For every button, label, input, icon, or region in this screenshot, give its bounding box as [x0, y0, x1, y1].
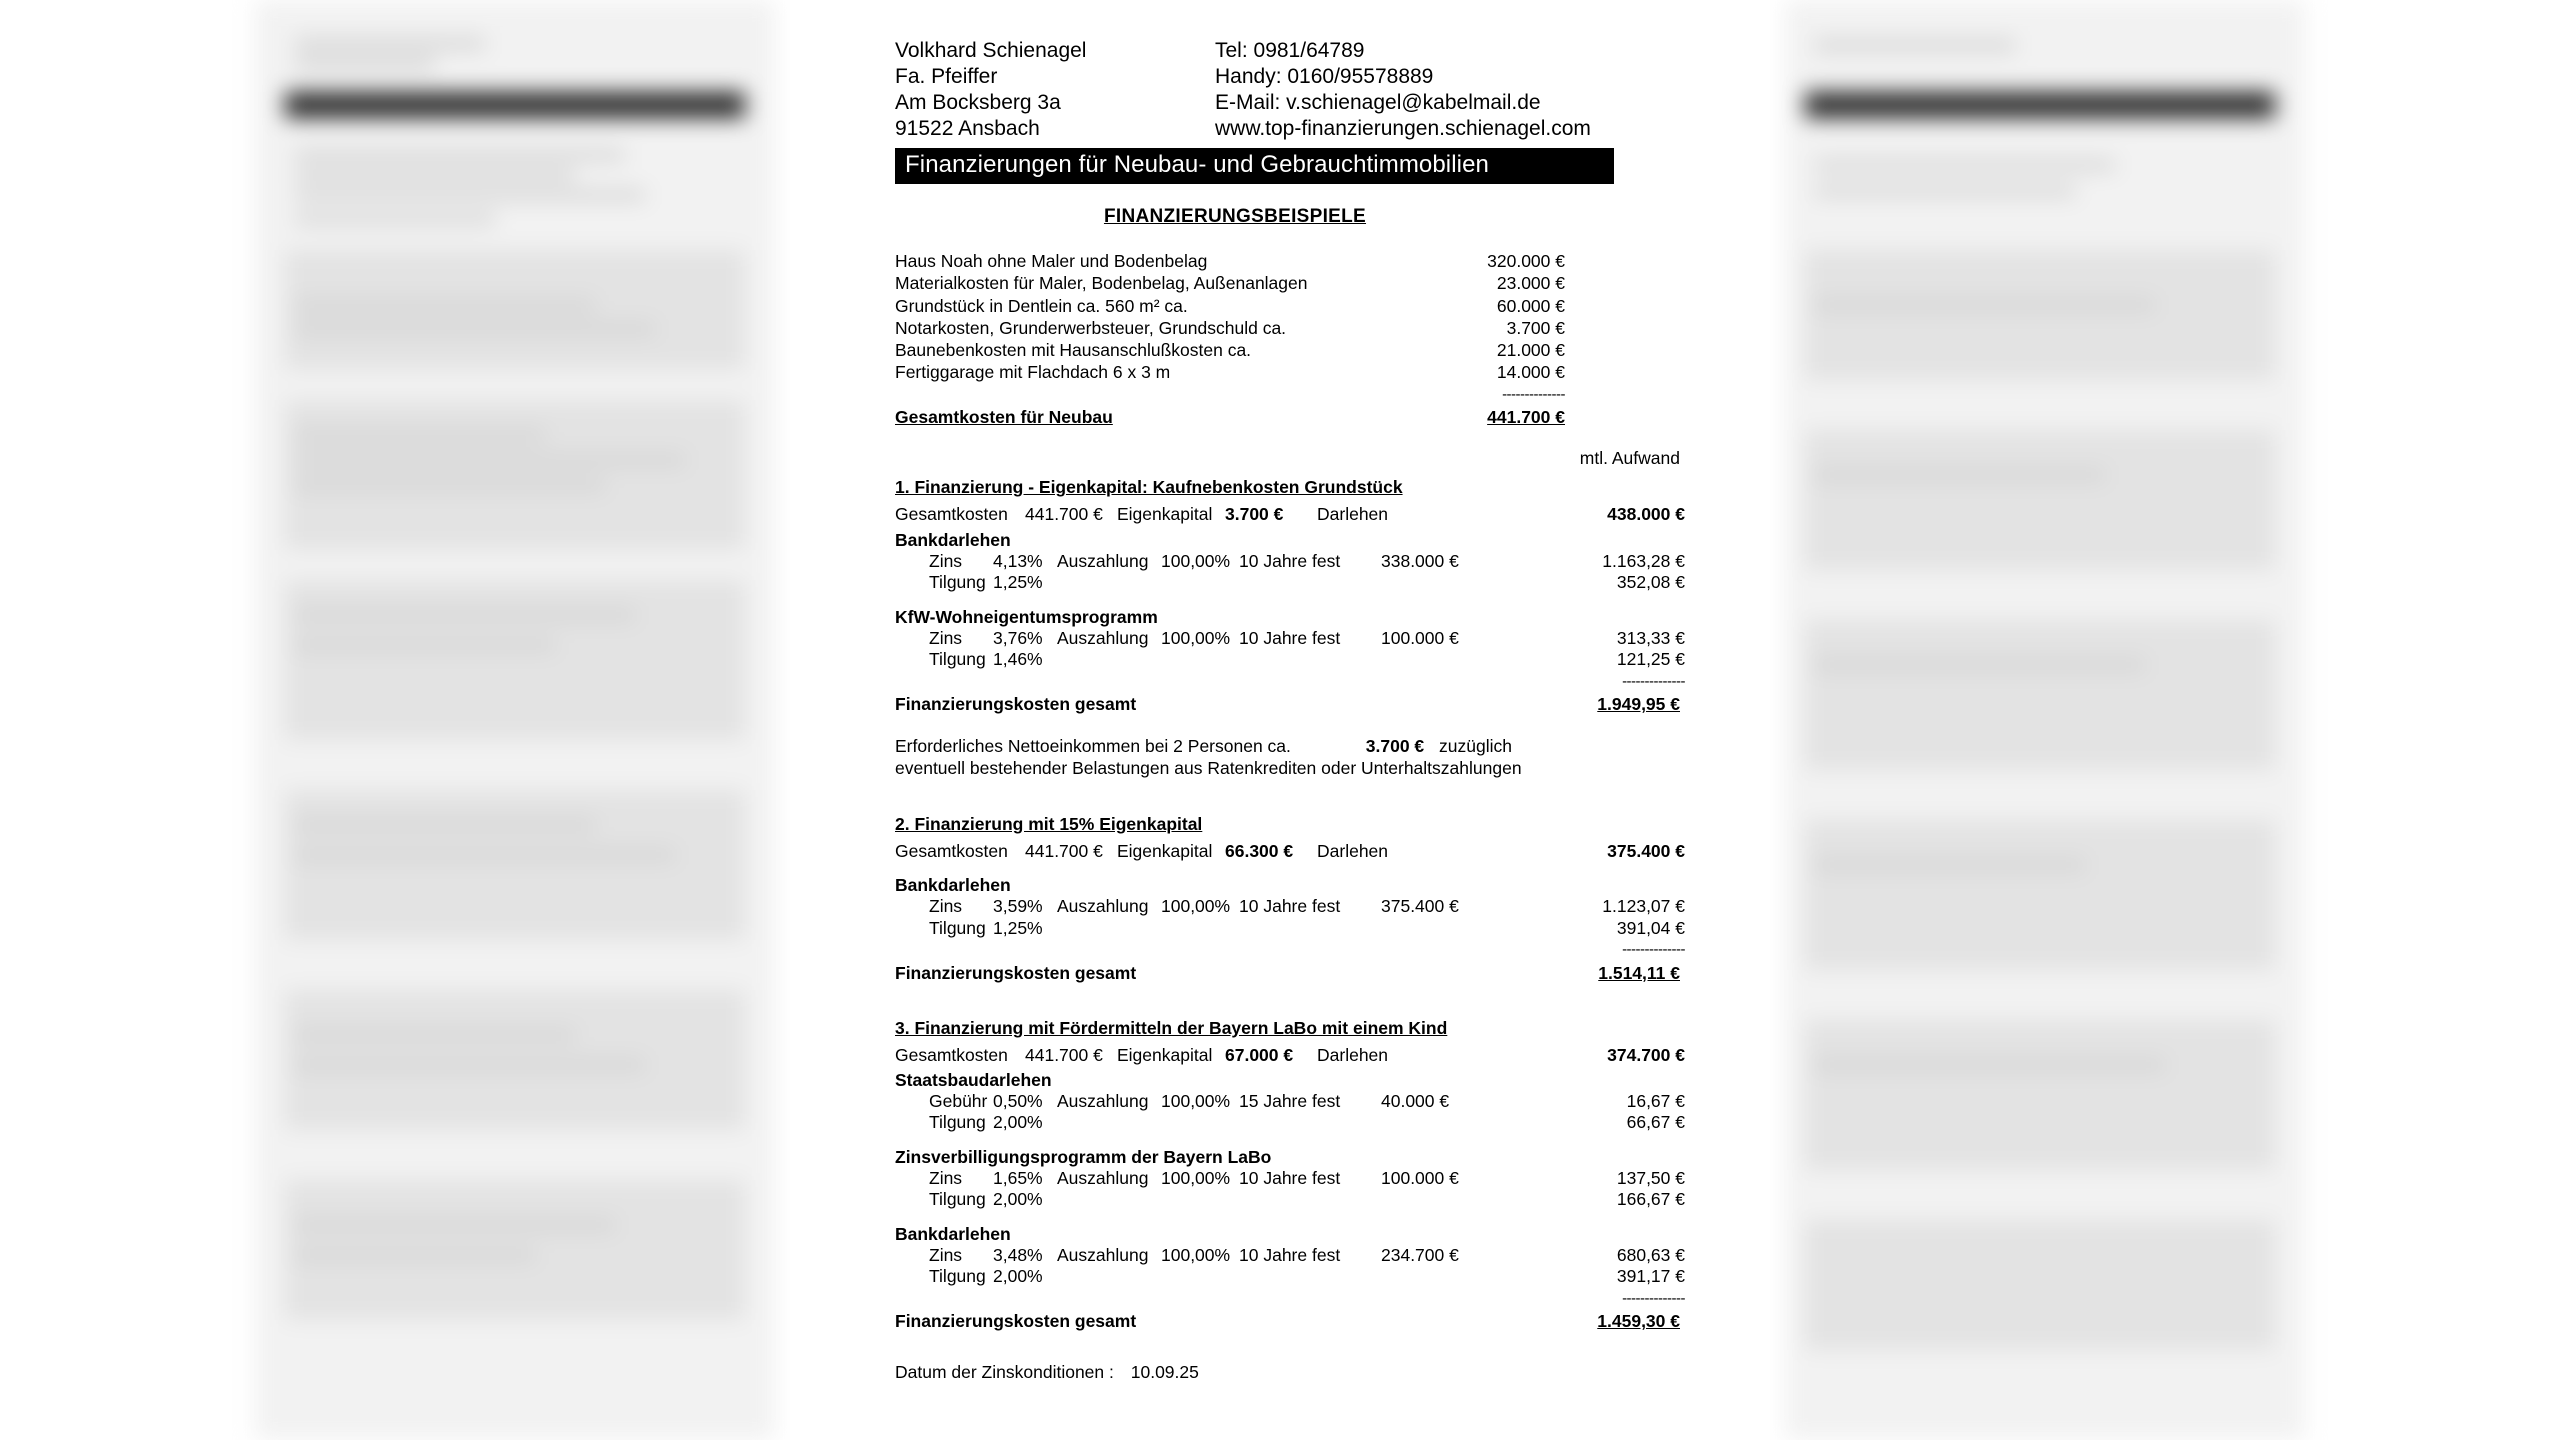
fest-label: Jahre fest: [1263, 627, 1341, 648]
gesamtkosten-value: 441.700 €: [1025, 504, 1103, 525]
zins-value: 4,13%: [993, 550, 1043, 571]
auszahlung-value: 100,00%: [1161, 1167, 1231, 1188]
tilgung-value: 2,00%: [993, 1112, 1043, 1133]
auszahlung-label: Auszahlung: [1057, 550, 1149, 571]
loan-details: [895, 896, 1685, 961]
darlehen-value: 374.700 €: [1607, 1044, 1685, 1065]
cost-amount: 60.000 €: [1496, 295, 1565, 316]
section-total-value: 1.459,30 €: [1597, 1311, 1680, 1332]
zins-payment: 313,33 €: [1616, 627, 1685, 648]
loan-details: [895, 1168, 1685, 1211]
table-row: [895, 628, 1685, 650]
table-row: [895, 361, 1685, 383]
darlehen-label: Darlehen: [1317, 504, 1389, 525]
darlehen-label: Darlehen: [1317, 1044, 1389, 1065]
page-title: FINANZIERUNGSBEISPIELE: [1103, 206, 1367, 227]
zins-label: Zins: [929, 627, 963, 648]
loan-amount: 375.400 €: [1381, 896, 1459, 917]
fest-label: Jahre fest: [1263, 1167, 1341, 1188]
zins-payment: 680,63 €: [1616, 1244, 1685, 1265]
next-page-preview[interactable]: [1785, 0, 2305, 1440]
conditions-date-label: Datum der Zinskonditionen :: [895, 1362, 1114, 1383]
section-divider: --------------: [1622, 941, 1685, 959]
cost-label: Materialkosten für Maler, Bodenbelag, Außenanlagen: [895, 273, 1308, 294]
sender-city: 91522 Ansbach: [895, 117, 1040, 140]
section-divider: --------------: [1622, 1289, 1685, 1307]
income-note-suffix: zuzüglich: [1439, 736, 1513, 757]
tilgung-value: 2,00%: [993, 1266, 1043, 1287]
fest-years: 10: [1239, 550, 1259, 571]
zins-label: Zins: [929, 1244, 963, 1265]
table-row: [895, 317, 1685, 339]
auszahlung-value: 100,00%: [1161, 550, 1231, 571]
conditions-date-value: 10.09.25: [1130, 1362, 1199, 1383]
auszahlung-label: Auszahlung: [1057, 627, 1149, 648]
darlehen-label: Darlehen: [1317, 840, 1389, 861]
tilgung-value: 1,46%: [993, 649, 1043, 670]
table-row: [895, 840, 1685, 862]
eigenkapital-label: Eigenkapital: [1117, 1044, 1213, 1065]
headline-banner: Finanzierungen für Neubau- und Gebrauchtimmobilien: [895, 148, 1614, 184]
tilgung-payment: 121,25 €: [1616, 649, 1685, 670]
cost-amount: 3.700 €: [1506, 317, 1565, 338]
eigenkapital-value: 66.300 €: [1225, 840, 1294, 861]
cost-amount: 21.000 €: [1496, 340, 1565, 361]
section-total-label: Finanzierungskosten gesamt: [895, 694, 1137, 715]
eigenkapital-label: Eigenkapital: [1117, 504, 1213, 525]
section-total: [895, 694, 1685, 715]
tilgung-payment: 391,04 €: [1616, 917, 1685, 938]
loan-name: Bankdarlehen: [895, 529, 1011, 550]
zins-value: 3,76%: [993, 627, 1043, 648]
gebuehr-payment: 16,67 €: [1626, 1090, 1685, 1111]
cost-divider: --------------: [1502, 385, 1565, 403]
auszahlung-value: 100,00%: [1161, 896, 1231, 917]
table-row: [895, 1245, 1685, 1267]
loan-amount: 40.000 €: [1381, 1090, 1450, 1111]
tilgung-label: Tilgung: [929, 917, 986, 938]
loan-name: Bankdarlehen: [895, 875, 1011, 896]
fest-years: 15: [1239, 1090, 1259, 1111]
cost-label: Haus Noah ohne Maler und Bodenbelag: [895, 251, 1208, 271]
tilgung-value: 1,25%: [993, 917, 1043, 938]
auszahlung-label: Auszahlung: [1057, 1090, 1149, 1111]
fest-years: 10: [1239, 627, 1259, 648]
table-row: [895, 1189, 1685, 1211]
loan-name: KfW-Wohneigentumsprogramm: [895, 606, 1158, 627]
section-total-value: 1.514,11 €: [1598, 962, 1680, 983]
gesamtkosten-label: Gesamtkosten: [895, 1044, 1008, 1065]
contact-website: www.top-finanzierungen.schienagel.com: [1215, 117, 1591, 140]
tilgung-payment: 391,17 €: [1616, 1266, 1685, 1287]
table-row: [895, 1091, 1685, 1113]
section-heading: 2. Finanzierung mit 15% Eigenkapital: [895, 813, 1203, 834]
previous-page-preview[interactable]: [255, 0, 775, 1440]
zins-value: 3,59%: [993, 896, 1043, 917]
tilgung-label: Tilgung: [929, 1112, 986, 1133]
table-row: [895, 551, 1685, 573]
section-heading: 3. Finanzierung mit Fördermitteln der Bayern LaBo mit einem Kind: [895, 1017, 1448, 1038]
income-note-amount: 3.700 €: [1365, 736, 1425, 757]
document-content: [895, 38, 1685, 1383]
gebuehr-label: Gebühr: [929, 1090, 988, 1111]
fest-label: Jahre fest: [1263, 1090, 1341, 1111]
table-row: [895, 295, 1685, 317]
section-total-value: 1.949,95 €: [1597, 694, 1680, 715]
fest-years: 10: [1239, 1167, 1259, 1188]
cost-label: Baunebenkosten mit Hausanschlußkosten ca.: [895, 340, 1252, 361]
auszahlung-value: 100,00%: [1161, 1090, 1231, 1111]
tilgung-payment: 66,67 €: [1626, 1112, 1685, 1133]
table-row: [895, 339, 1685, 361]
loan-amount: 234.700 €: [1381, 1244, 1459, 1265]
loan-name: Bankdarlehen: [895, 1223, 1011, 1244]
fest-label: Jahre fest: [1263, 1244, 1341, 1265]
table-row: [895, 649, 1685, 671]
financing-section-1: [895, 477, 1685, 779]
total-row: [895, 406, 1685, 428]
fest-label: Jahre fest: [1263, 550, 1341, 571]
table-row: [895, 918, 1685, 940]
gesamtkosten-label: Gesamtkosten: [895, 840, 1008, 861]
fest-label: Jahre fest: [1263, 896, 1341, 917]
zins-value: 3,48%: [993, 1244, 1043, 1265]
divider-row: [895, 671, 1685, 693]
table-row: [895, 1168, 1685, 1190]
tilgung-label: Tilgung: [929, 1189, 986, 1210]
cost-total-amount: 441.700 €: [1487, 407, 1565, 428]
gesamtkosten-value: 441.700 €: [1025, 840, 1103, 861]
cost-total-label: Gesamtkosten für Neubau: [895, 407, 1113, 428]
zins-payment: 137,50 €: [1616, 1167, 1685, 1188]
table-row: [895, 272, 1685, 294]
sender-company: Fa. Pfeiffer: [895, 65, 998, 88]
divider-row: [895, 1288, 1685, 1310]
monthly-expense-label: mtl. Aufwand: [1579, 448, 1680, 469]
sender-street: Am Bocksberg 3a: [895, 91, 1061, 114]
cost-label: Grundstück in Dentlein ca. 560 m² ca.: [895, 295, 1188, 316]
tilgung-label: Tilgung: [929, 649, 986, 670]
section-summary: [895, 840, 1685, 862]
eigenkapital-value: 67.000 €: [1225, 1044, 1294, 1065]
contact-email: E-Mail: v.schienagel@kabelmail.de: [1215, 91, 1541, 114]
loan-name: Staatsbaudarlehen: [895, 1069, 1052, 1090]
loan-name: Zinsverbilligungsprogramm der Bayern LaBo: [895, 1146, 1272, 1167]
cost-amount: 320.000 €: [1487, 251, 1565, 271]
zins-value: 1,65%: [993, 1167, 1043, 1188]
auszahlung-label: Auszahlung: [1057, 896, 1149, 917]
cost-table: [895, 250, 1685, 428]
cost-label: Fertiggarage mit Flachdach 6 x 3 m: [895, 362, 1171, 383]
financing-section-3: [895, 1018, 1685, 1333]
section-heading: 1. Finanzierung - Eigenkapital: Kaufnebenkosten Grundstück: [895, 477, 1403, 498]
section-summary: [895, 503, 1685, 525]
sender-name: Volkhard Schienagel: [895, 39, 1087, 62]
financing-section-2: [895, 814, 1685, 984]
income-note-line2: eventuell bestehender Belastungen aus Ratenkrediten oder Unterhaltszahlungen: [895, 758, 1522, 779]
zins-payment: 1.123,07 €: [1602, 896, 1685, 917]
auszahlung-label: Auszahlung: [1057, 1244, 1149, 1265]
loan-details: [895, 1091, 1685, 1134]
darlehen-value: 375.400 €: [1607, 840, 1685, 861]
zins-payment: 1.163,28 €: [1602, 550, 1685, 571]
zins-label: Zins: [929, 1167, 963, 1188]
eigenkapital-label: Eigenkapital: [1117, 840, 1213, 861]
zins-label: Zins: [929, 550, 963, 571]
tilgung-label: Tilgung: [929, 1266, 986, 1287]
table-row: [895, 1266, 1685, 1288]
table-row: [895, 572, 1685, 594]
tilgung-payment: 352,08 €: [1616, 572, 1685, 593]
sender-address: [895, 38, 1215, 142]
section-total-label: Finanzierungskosten gesamt: [895, 962, 1137, 983]
gesamtkosten-value: 441.700 €: [1025, 1044, 1103, 1065]
section-total-label: Finanzierungskosten gesamt: [895, 1311, 1137, 1332]
auszahlung-value: 100,00%: [1161, 1244, 1231, 1265]
eigenkapital-value: 3.700 €: [1225, 504, 1284, 525]
loan-amount: 100.000 €: [1381, 627, 1459, 648]
divider-row: [895, 939, 1685, 961]
tilgung-label: Tilgung: [929, 572, 986, 593]
loan-amount: 100.000 €: [1381, 1167, 1459, 1188]
fest-years: 10: [1239, 1244, 1259, 1265]
tilgung-value: 1,25%: [993, 572, 1043, 593]
section-summary: [895, 1044, 1685, 1066]
sender-contact: [1215, 38, 1685, 142]
loan-amount: 338.000 €: [1381, 550, 1459, 571]
loan-details: [895, 551, 1685, 594]
section-total: [895, 1311, 1685, 1332]
table-row: [895, 1112, 1685, 1134]
tilgung-payment: 166,67 €: [1616, 1189, 1685, 1210]
income-note: [895, 735, 1685, 780]
table-row: [895, 250, 1685, 272]
contact-mobile: Handy: 0160/95578889: [1215, 65, 1434, 88]
loan-details: [895, 628, 1685, 693]
table-row: [895, 896, 1685, 918]
gesamtkosten-label: Gesamtkosten: [895, 504, 1008, 525]
cost-label: Notarkosten, Grunderwerbsteuer, Grundschuld ca.: [895, 317, 1287, 338]
fest-years: 10: [1239, 896, 1259, 917]
letterhead: [895, 38, 1685, 142]
divider-row: [895, 384, 1685, 406]
loan-details: [895, 1245, 1685, 1310]
section-divider: --------------: [1622, 672, 1685, 690]
income-note-text: Erforderliches Nettoeinkommen bei 2 Personen ca.: [895, 736, 1291, 757]
cost-amount: 14.000 €: [1496, 362, 1565, 383]
gebuehr-value: 0,50%: [993, 1090, 1043, 1111]
contact-phone: Tel: 0981/64789: [1215, 39, 1365, 62]
cost-amount: 23.000 €: [1496, 273, 1565, 294]
darlehen-value: 438.000 €: [1607, 504, 1685, 525]
table-row: [895, 1044, 1685, 1066]
zins-label: Zins: [929, 896, 963, 917]
auszahlung-label: Auszahlung: [1057, 1167, 1149, 1188]
document-page: [790, 0, 1770, 1440]
section-total: [895, 963, 1685, 984]
tilgung-value: 2,00%: [993, 1189, 1043, 1210]
conditions-date: [895, 1362, 1685, 1383]
auszahlung-value: 100,00%: [1161, 627, 1231, 648]
table-row: [895, 503, 1685, 525]
